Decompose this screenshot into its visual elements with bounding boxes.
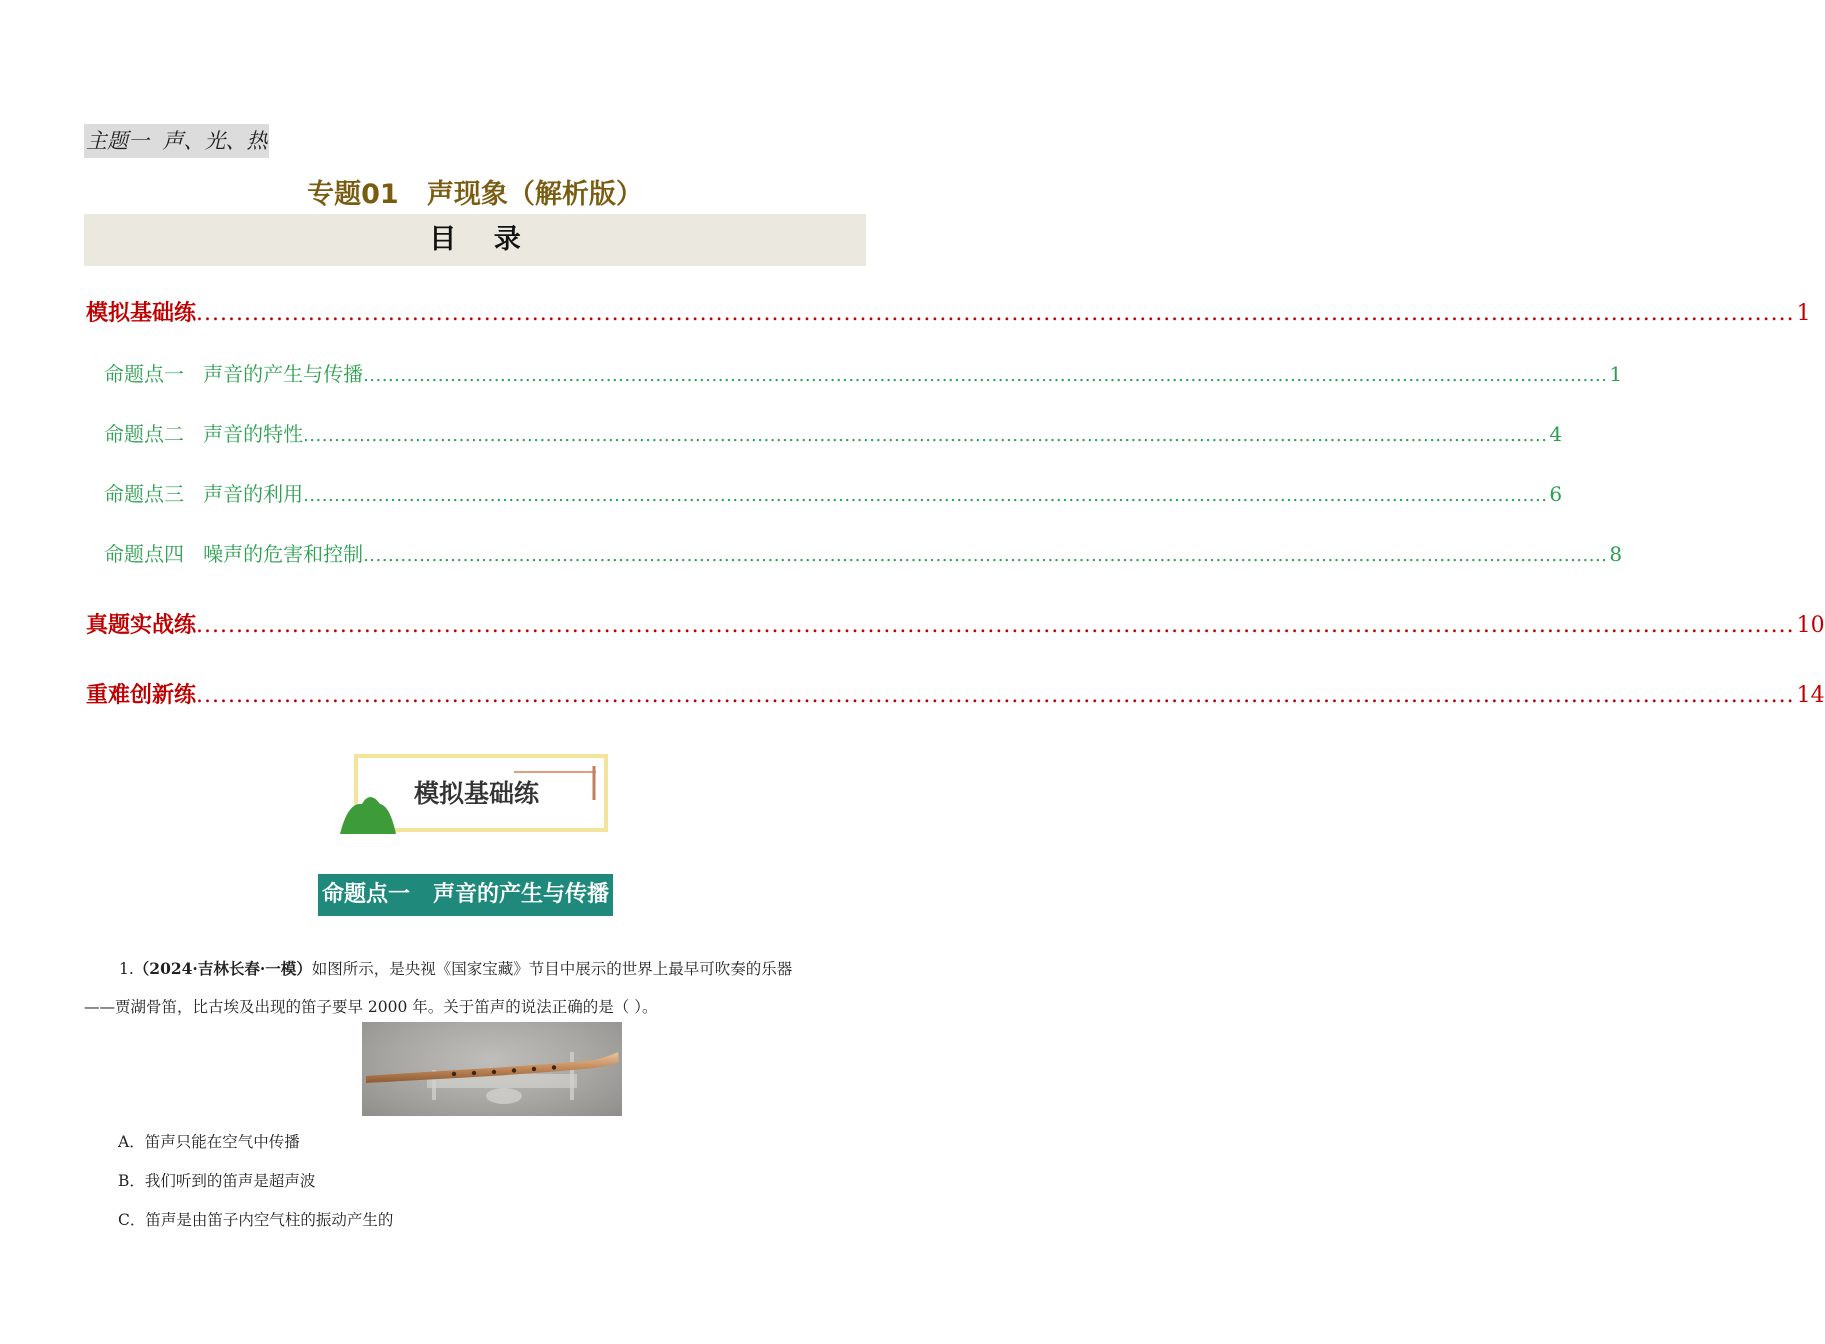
toc-entry-page: 4 [1549,422,1563,446]
question-number: 1. [119,960,134,978]
toc-entry-label: 重难创新练 [86,683,197,708]
banner-title: 模拟基础练 [414,779,540,808]
section-heading: 命题点一 声音的产生与传播 [318,874,613,916]
toc-entry-page: 14 [1796,683,1825,708]
section-banner [338,752,610,836]
toc-entry-page: 1 [1796,301,1811,326]
toc-leader-dots: ........................................................................................................................................................................................................ [196,683,1795,708]
option-b[interactable]: B．我们听到的笛声是超声波 [118,1172,316,1190]
toc-entry-topic-2[interactable] [104,418,1563,447]
toc-entry-page: 10 [1796,613,1825,638]
question-stem-line1 [84,950,866,988]
question-stem-line2: ——贾湖骨笛，比古埃及出现的笛子要早 2000 年。关于笛声的说法正确的是（ ）。 [84,998,658,1016]
toc-entry-label: 命题点四 噪声的危害和控制 [104,542,364,566]
toc-entry-label: 模拟基础练 [86,301,197,326]
option-a[interactable]: A．笛声只能在空气中传播 [118,1133,300,1151]
toc-entry-mock-basics[interactable] [86,296,1811,327]
toc-entry-topic-4[interactable] [104,538,1623,567]
toc-header: 目 录 [84,214,866,266]
toc-leader-dots: ........................................................................................................................................................................................................ [303,485,1548,506]
mountain-icon [338,788,400,836]
toc-entry-label: 命题点二 声音的特性 [104,422,304,446]
toc-leader-dots: ........................................................................................................................................................................................................ [196,301,1795,326]
theme-label: 主题一 声、光、热 [84,124,269,158]
toc-entry-page: 8 [1609,542,1623,566]
toc-leader-dots: ........................................................................................................................................................................................................ [196,613,1795,638]
bone-flute-photo [362,1022,622,1116]
bone-flute-image [362,1022,622,1116]
toc-entry-innovation[interactable] [86,678,1825,709]
toc-entry-page: 1 [1609,362,1623,386]
toc-entry-label: 真题实战练 [86,613,197,638]
toc-entry-label: 命题点三 声音的利用 [104,482,304,506]
toc-leader-dots: ........................................................................................................................................................................................................ [363,365,1608,386]
toc-leader-dots: ........................................................................................................................................................................................................ [303,425,1548,446]
toc-entry-page: 6 [1549,482,1563,506]
toc-entry-label: 命题点一 声音的产生与传播 [104,362,364,386]
toc-leader-dots: ........................................................................................................................................................................................................ [363,545,1608,566]
option-c[interactable]: C．笛声是由笛子内空气柱的振动产生的 [118,1211,394,1229]
toc-entry-topic-1[interactable] [104,358,1623,387]
toc-entry-topic-3[interactable] [104,478,1563,507]
question-source: （2024·吉林长春·一模） [133,959,312,978]
question-text-1: 如图所示，是央视《国家宝藏》节目中展示的世界上最早可吹奏的乐器 [311,960,793,978]
document-title: 专题01 声现象（解析版） [307,179,643,210]
toc-entry-real-exams[interactable] [86,608,1825,639]
question-1 [84,950,866,1026]
